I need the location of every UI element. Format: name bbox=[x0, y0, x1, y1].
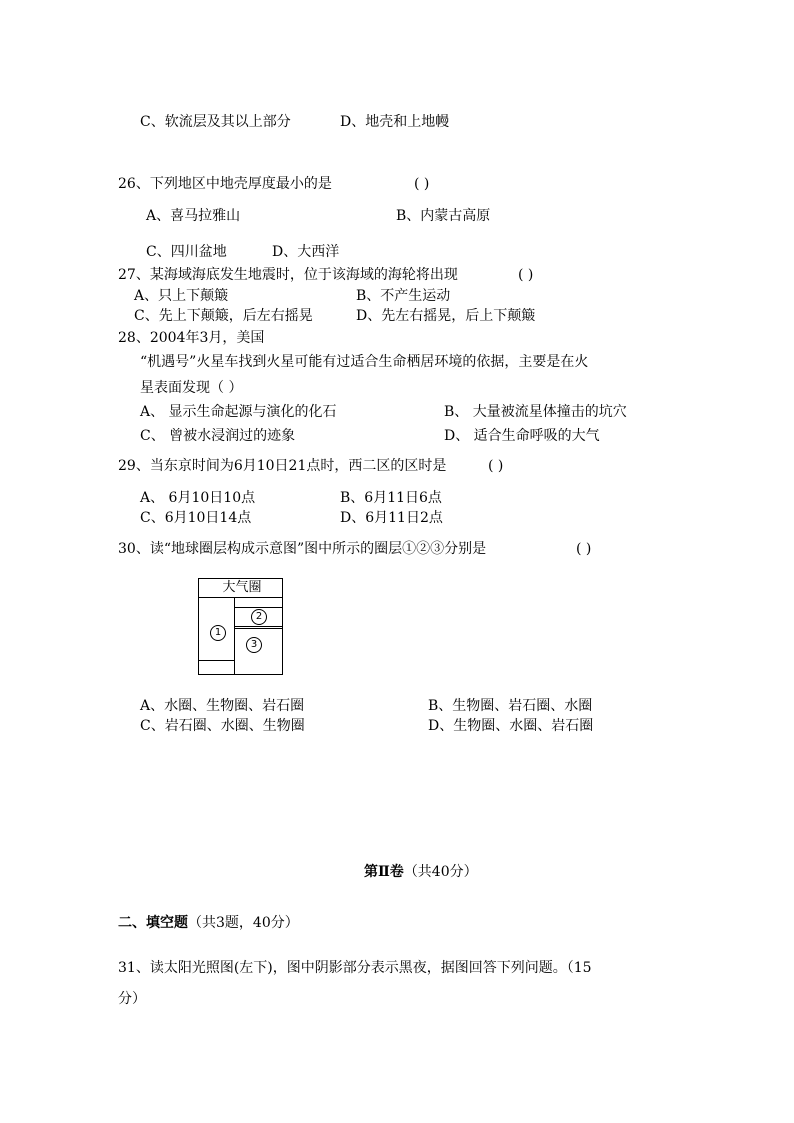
q28-option-b: B、 大量被流星体撞击的坑穴 bbox=[444, 404, 627, 420]
q28-stem-line3: 星表面发现（ ） bbox=[140, 380, 243, 396]
part2-title-bold: 第Ⅱ卷 bbox=[364, 864, 404, 880]
q25-option-d: D、地壳和上地幔 bbox=[340, 114, 450, 130]
q26-answer-paren: ( ) bbox=[414, 176, 430, 192]
diagram-left-bottom-divider bbox=[198, 660, 234, 661]
q31-stem-line2: 分） bbox=[118, 991, 146, 1007]
q29-option-a: A、 6月10日10点 bbox=[140, 490, 256, 506]
diagram-atmosphere-label: 大气圈 bbox=[222, 580, 262, 595]
diagram-atmosphere-divider bbox=[198, 597, 283, 598]
q30-answer-paren: ( ) bbox=[576, 541, 592, 557]
section-fill-in-title: 二、填空题 bbox=[118, 915, 188, 931]
q28-stem-line1: 28、2004年3月，美国 bbox=[118, 330, 265, 346]
q29-option-d: D、6月11日2点 bbox=[340, 510, 443, 526]
section-fill-in-heading bbox=[118, 913, 299, 933]
q30-option-d: D、生物圈、水圈、岩石圈 bbox=[428, 718, 594, 734]
section-fill-in-score: （共3题，40分） bbox=[188, 915, 299, 931]
q31-stem-line1: 31、读太阳光照图(左下)，图中阴影部分表示黑夜，据图回答下列问题。（15 bbox=[118, 960, 592, 976]
q27-answer-paren: ( ) bbox=[518, 267, 534, 283]
q27-option-a: A、只上下颠簸 bbox=[134, 288, 229, 304]
q29-option-b: B、6月11日6点 bbox=[340, 490, 442, 506]
part2-title bbox=[364, 862, 478, 882]
diagram-sphere-2-marker: 2 bbox=[251, 609, 267, 625]
q26-stem: 26、下列地区中地壳厚度最小的是 bbox=[118, 176, 332, 192]
diagram-right-divider-3 bbox=[234, 628, 283, 629]
q28-option-a: A、 显示生命起源与演化的化石 bbox=[140, 404, 337, 420]
q27-option-c: C、先上下颠簸，后左右摇晃 bbox=[134, 308, 313, 324]
part2-title-score: （共40分） bbox=[403, 864, 478, 880]
diagram-right-divider-1 bbox=[234, 607, 283, 608]
q28-option-d: D、 适合生命呼吸的大气 bbox=[444, 428, 600, 444]
q26-option-b: B、内蒙古高原 bbox=[396, 208, 491, 224]
q27-option-d: D、先左右摇晃，后上下颠簸 bbox=[356, 308, 536, 324]
q28-stem-line2: “机遇号”火星车找到火星可能有过适合生命栖居环境的依据，主要是在火 bbox=[140, 354, 589, 370]
q29-answer-paren: ( ) bbox=[488, 458, 504, 474]
q27-stem: 27、某海域海底发生地震时，位于该海域的海轮将出现 bbox=[118, 267, 458, 283]
q30-option-c: C、岩石圈、水圈、生物圈 bbox=[140, 718, 305, 734]
q30-stem: 30、读“地球圈层构成示意图”图中所示的圈层①②③分别是 bbox=[118, 541, 487, 557]
q29-stem: 29、当东京时间为6月10日21点时，西二区的区时是 bbox=[118, 458, 447, 474]
q29-option-c: C、6月10日14点 bbox=[140, 510, 252, 526]
q26-option-d: D、大西洋 bbox=[272, 244, 340, 260]
diagram-vertical-divider bbox=[234, 597, 235, 675]
q26-option-c: C、四川盆地 bbox=[146, 244, 227, 260]
q30-option-b: B、生物圈、岩石圈、水圈 bbox=[428, 698, 593, 714]
q28-option-c: C、 曾被水浸润过的迹象 bbox=[140, 428, 296, 444]
diagram-right-divider-2 bbox=[234, 626, 283, 627]
q27-option-b: B、不产生运动 bbox=[356, 288, 451, 304]
diagram-sphere-3-marker: 3 bbox=[246, 637, 262, 653]
q30-option-a: A、水圈、生物圈、岩石圈 bbox=[140, 698, 305, 714]
diagram-sphere-1-marker: 1 bbox=[210, 625, 226, 641]
q26-option-a: A、喜马拉雅山 bbox=[146, 208, 241, 224]
earth-spheres-diagram bbox=[198, 578, 283, 675]
q25-option-c: C、软流层及其以上部分 bbox=[140, 114, 291, 130]
